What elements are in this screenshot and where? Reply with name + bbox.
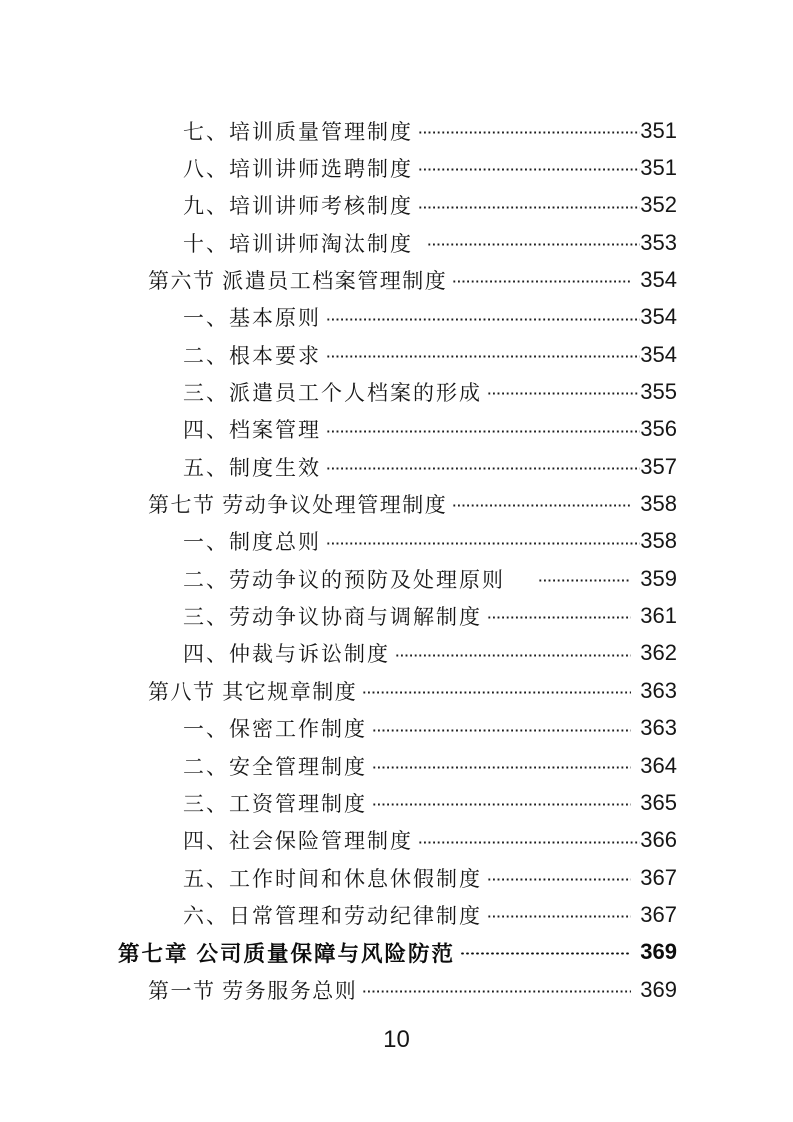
toc-entry-page-number: 361 [640, 603, 677, 629]
toc-entry[interactable] [118, 261, 677, 298]
toc-entry-page-number: 356 [640, 416, 677, 442]
toc-entry-label: 八、培训讲师选聘制度 [183, 157, 413, 182]
toc-entry[interactable] [118, 597, 677, 634]
toc-entry-page-number: 367 [640, 901, 677, 927]
toc-entry[interactable] [118, 896, 677, 933]
toc-entry[interactable] [118, 112, 677, 149]
dot-leader [395, 635, 631, 672]
dot-leader [460, 934, 631, 971]
dot-leader [487, 373, 640, 410]
dot-leader [418, 112, 640, 149]
toc-entry-page-number: 364 [640, 752, 677, 778]
toc-entry[interactable] [118, 373, 677, 410]
toc-entry-page-number: 353 [640, 229, 677, 255]
toc-entry[interactable] [118, 859, 677, 896]
dot-leader [372, 747, 631, 784]
toc-entry-label: 三、工资管理制度 [183, 791, 367, 816]
toc-entry[interactable] [118, 523, 677, 560]
toc-entry-page-number: 363 [640, 677, 677, 703]
dot-leader [418, 822, 640, 859]
page-footer [0, 1026, 793, 1054]
dot-leader [372, 710, 631, 747]
toc-entry-page-number: 351 [640, 117, 677, 143]
toc-entry[interactable] [118, 485, 677, 522]
toc-entry-page-number: 359 [640, 565, 677, 591]
dot-leader [362, 672, 631, 709]
toc-entry-page-number: 358 [640, 491, 677, 517]
dot-leader [487, 896, 631, 933]
toc-entry-page-number: 363 [640, 715, 677, 741]
toc-entry-page-number: 357 [640, 453, 677, 479]
toc-entry-page-number: 355 [640, 379, 677, 405]
toc-entry[interactable] [118, 299, 677, 336]
toc-entry[interactable] [118, 635, 677, 672]
toc-entry-page-number: 354 [640, 341, 677, 367]
toc-entry[interactable] [118, 336, 677, 373]
dot-leader [538, 560, 631, 597]
dot-leader [427, 224, 640, 261]
toc-entry-label: 二、劳动争议的预防及处理原则 [183, 567, 505, 592]
toc-entry[interactable] [118, 822, 677, 859]
dot-leader [372, 784, 631, 821]
dot-leader [487, 597, 631, 634]
toc-entry-page-number: 366 [640, 827, 677, 853]
toc-entry-page-number: 358 [640, 528, 677, 554]
toc-entry[interactable] [118, 784, 677, 821]
toc-entry-page-number: 369 [640, 939, 677, 965]
dot-leader [487, 859, 631, 896]
toc-entry-label: 九、培训讲师考核制度 [183, 194, 413, 219]
toc-entry-label: 第七章 公司质量保障与风险防范 [118, 941, 455, 966]
toc-entry[interactable] [118, 224, 677, 261]
toc-entry[interactable] [118, 448, 677, 485]
dot-leader [452, 261, 631, 298]
toc-entry[interactable] [118, 411, 677, 448]
toc-entry-label: 四、档案管理 [183, 418, 321, 443]
toc-entry-label: 七、培训质量管理制度 [183, 119, 413, 144]
dot-leader [418, 149, 640, 186]
dot-leader [326, 411, 640, 448]
dot-leader [362, 971, 631, 1008]
toc-entry-label: 一、制度总则 [183, 530, 321, 555]
toc-entry-label: 五、制度生效 [183, 455, 321, 480]
toc-entry-label: 二、安全管理制度 [183, 754, 367, 779]
toc-entry-page-number: 351 [640, 155, 677, 181]
toc-entry-label: 第八节 其它规章制度 [148, 679, 358, 704]
dot-leader [326, 299, 640, 336]
toc-entry-label: 五、工作时间和休息休假制度 [183, 866, 482, 891]
toc-entry[interactable] [118, 710, 677, 747]
table-of-contents [118, 112, 677, 1008]
toc-entry-label: 二、根本要求 [183, 343, 321, 368]
toc-entry-page-number: 369 [640, 976, 677, 1002]
toc-entry-label: 四、仲裁与诉讼制度 [183, 642, 390, 667]
toc-entry-label: 四、社会保险管理制度 [183, 829, 413, 854]
footer-page-number: 10 [383, 1026, 410, 1053]
toc-entry-page-number: 362 [640, 640, 677, 666]
toc-entry-page-number: 365 [640, 789, 677, 815]
dot-leader [326, 336, 640, 373]
dot-leader [326, 523, 640, 560]
dot-leader [326, 448, 640, 485]
toc-entry[interactable] [118, 747, 677, 784]
toc-entry[interactable] [118, 971, 677, 1008]
toc-entry-label: 十、培训讲师淘汰制度 [183, 231, 413, 256]
toc-entry[interactable] [118, 560, 677, 597]
toc-entry-label: 一、保密工作制度 [183, 717, 367, 742]
toc-entry-label: 三、派遣员工个人档案的形成 [183, 381, 482, 406]
toc-entry[interactable] [118, 672, 677, 709]
dot-leader [418, 187, 640, 224]
toc-entry-label: 第六节 派遣员工档案管理制度 [148, 269, 448, 294]
toc-entry[interactable] [118, 149, 677, 186]
toc-entry[interactable] [118, 934, 677, 971]
toc-entry[interactable] [118, 187, 677, 224]
toc-entry-page-number: 354 [640, 304, 677, 330]
toc-entry-page-number: 352 [640, 192, 677, 218]
toc-entry-label: 一、基本原则 [183, 306, 321, 331]
toc-entry-label: 六、日常管理和劳动纪律制度 [183, 903, 482, 928]
toc-entry-label: 第一节 劳务服务总则 [148, 978, 358, 1003]
toc-entry-label: 三、劳动争议协商与调解制度 [183, 605, 482, 630]
toc-entry-page-number: 354 [640, 267, 677, 293]
dot-leader [452, 485, 631, 522]
toc-entry-label: 第七节 劳动争议处理管理制度 [148, 493, 448, 518]
toc-entry-page-number: 367 [640, 864, 677, 890]
